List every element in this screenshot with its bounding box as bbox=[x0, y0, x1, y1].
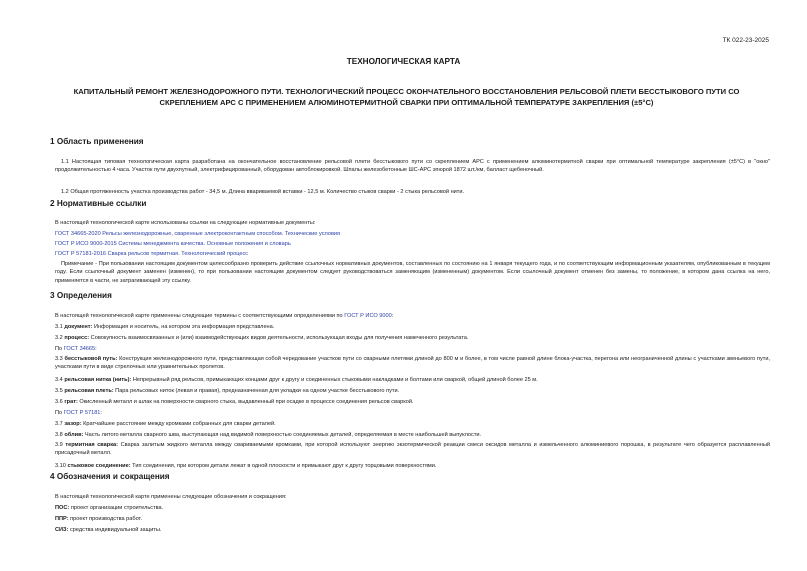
paragraph-1-1: 1.1 Настоящая типовая технологическая карта разработана на окончательное восстановление рельсовой плети бесстыкового пути со скреплением АРС с применением алюминотермитной сварки при оптимальной температуре закрепления (±5°С) в "окно" продолжительностью 4 часа. Участок пути двухпутный, электрифицированный, оборудован автоблокировкой. Шпалы железобетонные ШС-АРС эпюрой 1872 шт./км, балласт щебеночный. bbox=[55, 159, 770, 174]
paragraph-1-2: 1.2 Общая протяженность участка производства работ - 34,5 м. Длина ввариваемой вставки - 12,5 м. Количество стыков сварки - 2 стыка рельсовой нити. bbox=[61, 189, 465, 195]
definition-3-3: 3.3 бесстыковой путь: Конструкция железнодорожного пути, представляющая собой чередование участков пути со сварными плетями длиной до 800 м и более, в том числе равной длине блока-участка, перегона или неограниченной длины с участками звеньевого пути, участками пути в виде стрелочных или уравнительных пролетов. bbox=[55, 356, 770, 371]
document-subtitle: КАПИТАЛЬНЫЙ РЕМОНТ ЖЕЛЕЗНОДОРОЖНОГО ПУТИ. ТЕХНОЛОГИЧЕСКИЙ ПРОЦЕСС ОКОНЧАТЕЛЬНОГО ВОССТАНОВЛЕНИЯ РЕЛЬСОВОЙ ПЛЕТИ БЕССТЫКОВОГО ПУТИ СО СКРЕПЛЕНИЕМ АРС С ПРИМЕНЕНИЕМ АЛЮМИНОТЕРМИТНОЙ СВАРКИ ПРИ ОПТИМАЛЬНОЙ ТЕМПЕРАТУРЕ ЗАКРЕПЛЕНИЯ (±5°С) bbox=[73, 87, 740, 107]
reference-link-gost-34665[interactable]: ГОСТ 34665-2020 Рельсы железнодорожные, сваренные электроконтактным способом. Технические условия bbox=[55, 231, 341, 237]
references-note: Примечание - При пользовании настоящим документом целесообразно проверить действие ссылочных нормативных документов, составленных по состоянию на 1 января текущего года, и по соответствующим информационным указателям, опубликованным в текущем году. Если ссылочный документ заменен (изменен), то при пользовании настоящим документом следует руководствоваться заменяющим (измененным) документом. Если ссылочный документ отменен без замены, то положение, в котором дана ссылка на него, применяется в части, не затрагивающей эту ссылку. bbox=[55, 261, 770, 284]
definitions-source-gost-57181: По ГОСТ Р 57181: bbox=[55, 410, 102, 416]
reference-link-gost-57181[interactable]: ГОСТ Р 57181-2016 Сварка рельсов термитная. Технологический процесс bbox=[55, 251, 249, 257]
document-title: ТЕХНОЛОГИЧЕСКАЯ КАРТА bbox=[346, 57, 461, 66]
abbreviation-pos: ПОС: проект организации строительства. bbox=[55, 505, 164, 511]
definition-3-4: 3.4 рельсовая нитка (нить): Непрерывный ряд рельсов, примыкающих концами друг к другу и соединенных стыковыми накладками и болтами или сваркой, общей длиной более 25 м. bbox=[55, 377, 538, 383]
references-intro: В настоящей технологической карте использованы ссылки на следующие нормативные документы: bbox=[55, 220, 316, 226]
definitions-link-gost-57181[interactable]: ГОСТ Р 57181 bbox=[63, 410, 101, 416]
reference-link-gost-iso-9000[interactable]: ГОСТ Р ИСО 9000-2015 Системы менеджмента качества. Основные положения и словарь bbox=[55, 241, 291, 247]
definitions-link-gost-iso-9000[interactable]: ГОСТ Р ИСО 9000 bbox=[344, 313, 392, 319]
section-heading-scope: 1 Область применения bbox=[50, 137, 144, 146]
definition-3-5: 3.5 рельсовая плеть: Пара рельсовых ниток (левая и правая), предназначенная для укладки на одном участке бесстыкового пути. bbox=[55, 388, 400, 394]
definition-3-9: 3.9 термитная сварка: Сварка залитым жидкого металла между свариваемыми кромками, при которой используют энергию экзотермической реакции смеси оксидов металла и измельченного алюминиевого порошка, в результате чего образуется расплавленный присадочный металл. bbox=[55, 442, 770, 457]
definition-3-10: 3.10 стыковое соединение: Тип соединения, при котором детали лежат в одной плоскости и примыкают друг к другу торцовыми поверхностями. bbox=[55, 463, 437, 469]
section-heading-abbreviations: 4 Обозначения и сокращения bbox=[50, 472, 170, 481]
definitions-link-gost-34665[interactable]: ГОСТ 34665 bbox=[63, 346, 96, 352]
definition-3-8: 3.8 облив: Часть литого металла сварного шва, выступающая над видимой поверхностью соединяемых деталей, определяемая в месте наибольшей выпуклости. bbox=[55, 432, 482, 438]
definition-3-1: 3.1 документ: Информация и носитель, на котором эта информация представлена. bbox=[55, 324, 275, 330]
definition-3-7: 3.7 зазор: Кратчайшее расстояние между кромками собранных для сварки деталей. bbox=[55, 421, 276, 427]
section-heading-references: 2 Нормативные ссылки bbox=[50, 199, 147, 208]
abbreviation-siz: СИЗ: средства индивидуальной защиты. bbox=[55, 527, 162, 533]
definitions-source-gost-34665: По ГОСТ 34665: bbox=[55, 346, 97, 352]
definition-3-6: 3.6 грат: Окисленный металл и шлак на поверхности сварного стыка, выдавленный при осадке в процессе соединения рельсов сваркой. bbox=[55, 399, 414, 405]
definitions-intro: В настоящей технологической карте применены следующие термины с соответствующими определениями по ГОСТ Р ИСО 9000: bbox=[55, 313, 394, 319]
definition-3-2: 3.2 процесс: Совокупность взаимосвязанных и (или) взаимодействующих видов деятельности, использующая входы для получения намеченного результата. bbox=[55, 335, 469, 341]
abbreviations-intro: В настоящей технологической карте применены следующие обозначения и сокращения: bbox=[55, 494, 287, 500]
section-heading-definitions: 3 Определения bbox=[50, 291, 112, 300]
document-code: ТК 022-23-2025 bbox=[722, 37, 769, 44]
abbreviation-ppr: ППР: проект производства работ. bbox=[55, 516, 143, 522]
